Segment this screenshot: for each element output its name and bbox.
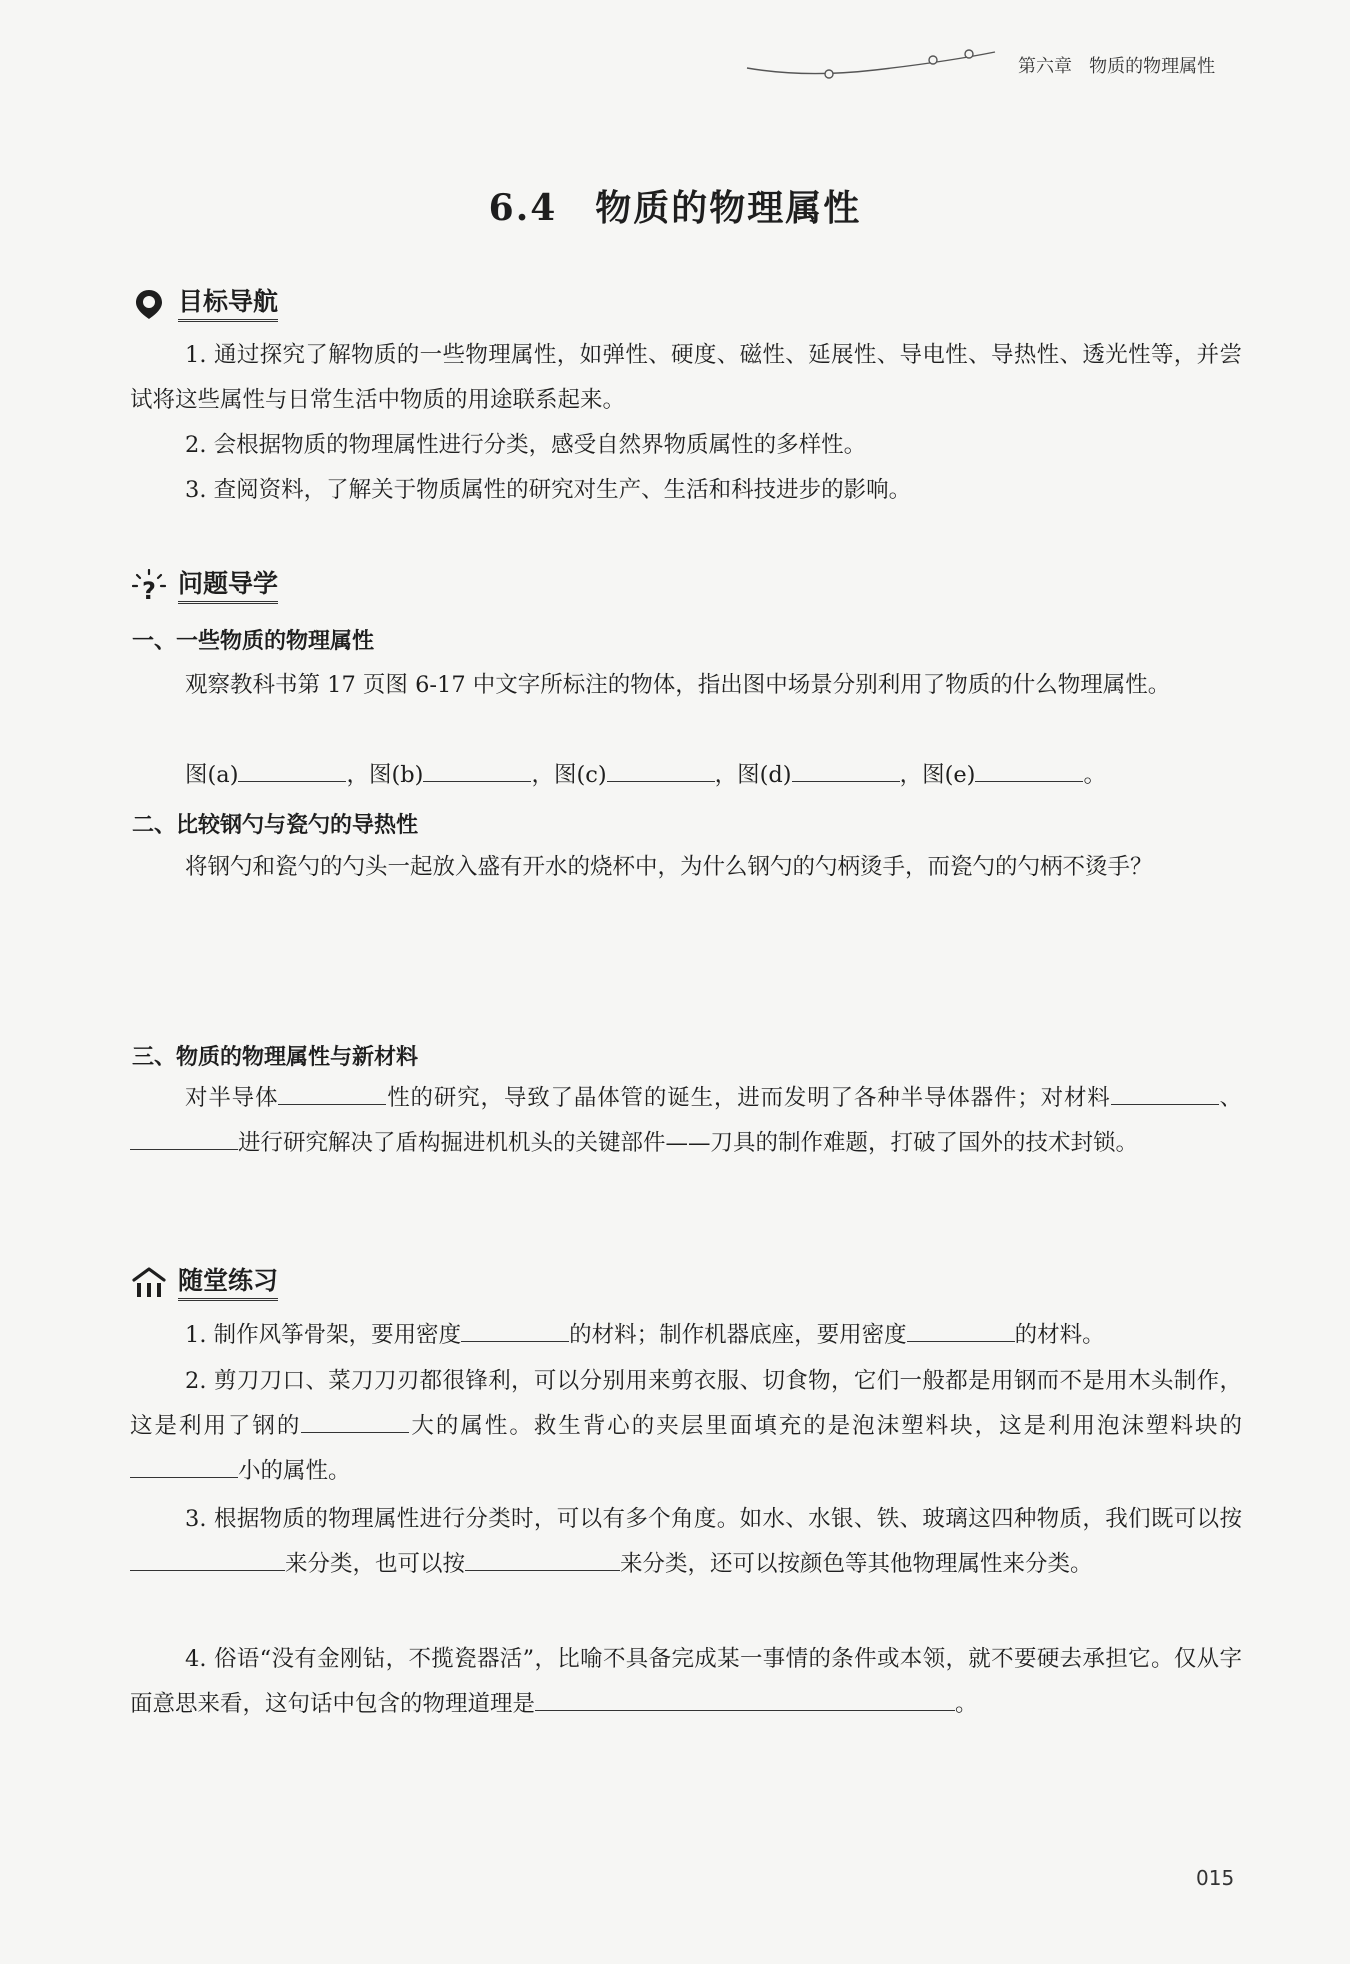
- q2-blank-1[interactable]: [301, 1412, 409, 1433]
- part1-text: 观察教科书第 17 页图 6-17 中文字所标注的物体，指出图中场景分别利用了物质的什么物理属性。: [185, 672, 1171, 698]
- practice-q3: [130, 1497, 1242, 1587]
- material-blank-2[interactable]: [130, 1129, 238, 1150]
- section-practice-heading: [132, 1263, 278, 1303]
- building-icon: [132, 1266, 166, 1300]
- section-goals-title: 目标导航: [178, 287, 278, 322]
- fig-b-label: ，图(b): [346, 762, 424, 788]
- location-pin-icon: [132, 287, 166, 321]
- q1-text-b: 的材料；制作机器底座，要用密度: [569, 1322, 907, 1348]
- part1-figures: [130, 753, 1242, 798]
- fig-c-label: ，图(c): [531, 762, 607, 788]
- practice-q2: [130, 1359, 1242, 1494]
- fig-c-blank[interactable]: [607, 761, 715, 782]
- q3-text-c: 来分类，还可以按颜色等其他物理属性来分类。: [620, 1551, 1093, 1577]
- page-title: 6.4 物质的物理属性: [488, 187, 862, 229]
- q3-text-a: 3. 根据物质的物理属性进行分类时，可以有多个角度。如水、水银、铁、玻璃这四种物质，我们既可以按: [185, 1506, 1242, 1532]
- part2-text: 将钢勺和瓷勺的勺头一起放入盛有开水的烧杯中，为什么钢勺的勺柄烫手，而瓷勺的勺柄不烫手？: [185, 854, 1153, 880]
- q1-blank-1[interactable]: [461, 1321, 569, 1342]
- q4-text-b: 。: [955, 1691, 978, 1717]
- header-decoration: [745, 44, 1005, 80]
- q1-text-c: 的材料。: [1014, 1322, 1105, 1348]
- practice-q1: [130, 1313, 1242, 1358]
- fig-a-label: 图(a): [185, 762, 239, 788]
- semiconductor-blank[interactable]: [278, 1084, 386, 1105]
- part3-text-b: 性的研究，导致了晶体管的诞生，进而发明了各种半导体器件；对材料: [386, 1085, 1111, 1111]
- q4-blank[interactable]: [535, 1690, 955, 1711]
- goal-item-1: 1. 通过探究了解物质的一些物理属性，如弹性、硬度、磁性、延展性、导电性、导热性、透光性等，并尝试将这些属性与日常生活中物质的用途联系起来。: [130, 342, 1242, 413]
- section-practice-title: 随堂练习: [178, 1266, 278, 1301]
- part2-title: 二、比较钢勺与瓷勺的导热性: [132, 813, 419, 838]
- q2-text-b: 大的属性。救生背心的夹层里面填充的是泡沫塑料块，这是利用泡沫塑料块的: [409, 1413, 1242, 1439]
- fig-d-blank[interactable]: [792, 761, 900, 782]
- part3-text-c: 、: [1218, 1085, 1242, 1111]
- fig-a-blank[interactable]: [238, 761, 346, 782]
- part3-text: [130, 1076, 1242, 1166]
- practice-q4: [130, 1637, 1242, 1727]
- fig-e-blank[interactable]: [975, 761, 1083, 782]
- material-blank-1[interactable]: [1111, 1084, 1219, 1105]
- fig-d-label: ，图(d): [714, 762, 792, 788]
- svg-text:?: ?: [142, 577, 156, 603]
- part3-text-d: 进行研究解决了盾构掘进机机头的关键部件——刀具的制作难题，打破了国外的技术封锁。: [238, 1130, 1139, 1156]
- q3-text-b: 来分类，也可以按: [285, 1551, 466, 1577]
- chapter-label: [1018, 52, 1215, 78]
- section-guided-heading: [132, 566, 278, 606]
- q4-text-a: 4. 俗语“没有金刚钻，不揽瓷器活”，比喻不具备完成某一事情的条件或本领，就不要硬去承担它。仅从字面意思来看，这句话中包含的物理道理是: [130, 1646, 1242, 1717]
- section-guided-title: 问题导学: [178, 569, 278, 604]
- q1-text-a: 1. 制作风筝骨架，要用密度: [185, 1322, 462, 1348]
- part3-title: 三、物质的物理属性与新材料: [132, 1045, 419, 1070]
- chapter-title: 物质的物理属性: [1089, 56, 1216, 77]
- section-goals-heading: [132, 284, 278, 324]
- goal-item-3: 3. 查阅资料，了解关于物质属性的研究对生产、生活和科技进步的影响。: [185, 477, 912, 503]
- fig-end: 。: [1083, 762, 1106, 788]
- question-bulb-icon: [132, 569, 166, 603]
- q2-text-a: 2. 剪刀刀口、菜刀刀刃都很锋利，可以分别用来剪衣服、切食物，它们一般都是用钢而不是用木头制作，这是利用了钢的: [130, 1368, 1242, 1439]
- q1-blank-2[interactable]: [907, 1321, 1015, 1342]
- part3-text-a: 对半导体: [185, 1085, 279, 1111]
- part1-title: 一、一些物质的物理属性: [132, 629, 375, 654]
- q3-blank-1[interactable]: [130, 1550, 285, 1571]
- goal-item-2: 2. 会根据物质的物理属性进行分类，感受自然界物质属性的多样性。: [185, 432, 867, 458]
- page-number: 015: [1196, 1866, 1235, 1890]
- chapter-number: 第六章: [1018, 56, 1072, 77]
- q3-blank-2[interactable]: [465, 1550, 620, 1571]
- q2-blank-2[interactable]: [130, 1457, 238, 1478]
- fig-b-blank[interactable]: [423, 761, 531, 782]
- fig-e-label: ，图(e): [899, 762, 976, 788]
- q2-text-c: 小的属性。: [238, 1458, 351, 1484]
